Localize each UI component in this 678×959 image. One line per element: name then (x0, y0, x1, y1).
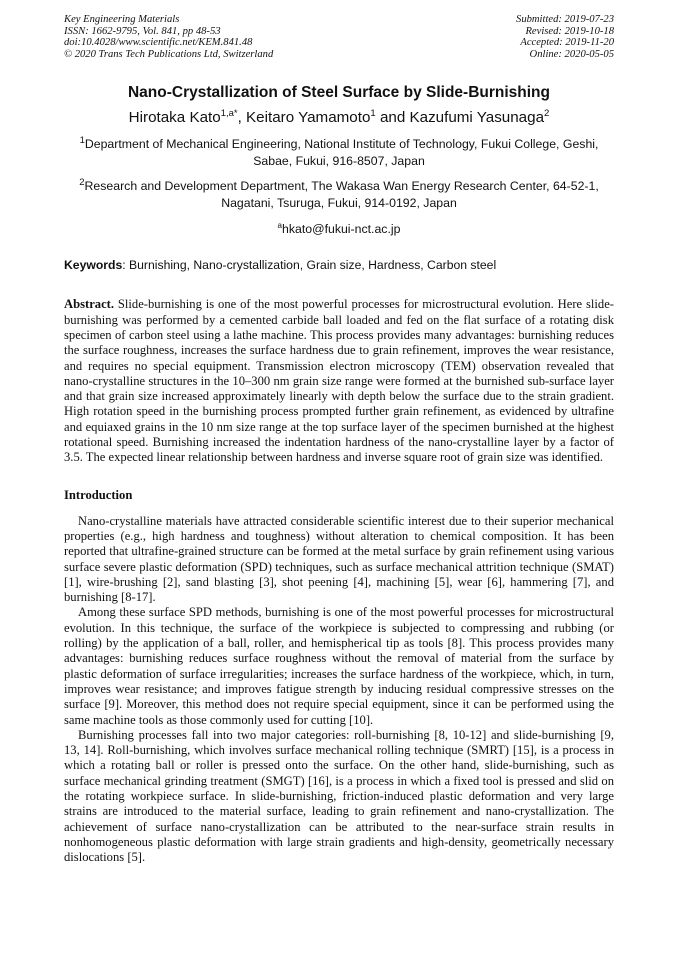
abstract-text: Slide-burnishing is one of the most powerful processes for microstructural evolution. Here slide-burnishing was performed by a cemented carbide ball loaded and fed on the flat surface of a rotating disk specimen of carbon steel using a lathe machine. This process provides many advantages: burnishing reduces the surface roughness, increases the surface hardness due to grain refinement, improves the wear resistance, and requires no special equipment. Transmission electron microscopy (TEM) observation revealed that nano-crystalline structures in the 10–300 nm grain size range were formed at the burnished sub-surface layer and that grain size increased approximately linearly with depth below the surface due to the strain gradient. High rotation speed in the burnishing process prompted further grain refinement, as evidenced by ultrafine and equiaxed grains in the 10 nm size range at the top surface layer of the specimen burnished at the highest rotational speed. Burnishing increased the indentation hardness of the nano-crystalline layer by a factor of 3.5. The expected linear relationship between hardness and inverse square root of grain size was identified. (64, 297, 614, 465)
affiliation-text: Department of Mechanical Engineering, National Institute of Technology, Fukui College, Geshi, Sabae, Fukui, 916-8507, Japan (84, 137, 599, 169)
author-name: and Kazufumi Yasunaga (375, 109, 545, 127)
email-address: hkato@fukui-nct.ac.jp (282, 222, 401, 237)
paper-page (64, 14, 614, 865)
author-name: , Keitaro Yamamoto (237, 109, 371, 127)
date-submitted: Submitted: 2019-07-23 (516, 14, 614, 25)
paragraph: Burnishing processes fall into two major categories: roll-burnishing [8, 10-12] and slide-burnishing [9, 13, 14]. Roll-burnishing, which involves surface mechanical rolling technique (SMRT) [15], is a process in which a rotating ball or roller is pressed onto the surface. On the other hand, slide-burnishing, such as surface mechanical grinding treatment (SMGT) [16], is a process in which a fixed tool is pressed and slid on the rotating workpiece surface. In slide-burnishing, friction-induced plastic deformation and very large strains are introduced to the material surface, leading to grain refinement and nano-crystallization. The achievement of surface nano-crystallization can be attributed to the near-surface strain results in nonhomogeneous plastic deformation with large strain gradients and high-density, geometrically necessary dislocations [5]. (64, 727, 614, 865)
affiliation-marker: 1 (79, 135, 85, 147)
author-list (64, 108, 614, 127)
publication-dates (516, 14, 614, 60)
introduction-body (64, 514, 614, 866)
keywords-label: Keywords (64, 258, 123, 273)
author-name: Hirotaka Kato (128, 109, 221, 127)
corresponding-email (64, 221, 614, 238)
journal-issn: ISSN: 1662-9795, Vol. 841, pp 48-53 (64, 25, 221, 37)
author-superscript: 1,a* (220, 108, 238, 120)
section-heading-introduction: Introduction (64, 487, 133, 502)
journal-info (64, 14, 273, 60)
paragraph: Nano-crystalline materials have attracted considerable scientific interest due to their superior mechanical properties (e.g., high hardness and toughness) without alteration to chemical composition. It has been reported that ultrafine-grained structure can be formed at the metal surface by grain refinement using various surface severe plastic deformation (SPD) techniques, such as surface mechanical attrition technique (SMAT) [1], wire-brushing [2], sand blasting [3], shot peening [4], machining [5], wear [6], hammering [7], and burnishing [8-17]. (64, 513, 614, 605)
author-superscript: 2 (544, 108, 550, 120)
journal-copyright: © 2020 Trans Tech Publications Ltd, Switzerland (64, 48, 274, 60)
keywords (64, 257, 614, 273)
abstract (64, 297, 614, 465)
affiliation-1 (64, 136, 614, 170)
keywords-text: : Burnishing, Nano-crystallization, Grain size, Hardness, Carbon steel (122, 258, 497, 273)
paper-title: Nano-Crystallization of Steel Surface by Slide-Burnishing (127, 84, 550, 102)
date-accepted: Accepted: 2019-11-20 (520, 37, 614, 49)
author-superscript: 1 (370, 108, 376, 120)
journal-header (64, 14, 614, 60)
affiliation-text: Research and Development Department, The Wakasa Wan Energy Research Center, 64-52-1, Nagatani, Tsuruga, Fukui, 914-0192, Japan (84, 179, 599, 211)
journal-name: Key Engineering Materials (64, 14, 180, 25)
email-marker: a (277, 221, 282, 231)
abstract-label: Abstract. (64, 297, 115, 312)
affiliation-marker: 2 (79, 177, 85, 189)
date-revised: Revised: 2019-10-18 (525, 25, 614, 37)
affiliation-2 (64, 178, 614, 212)
date-online: Online: 2020-05-05 (529, 48, 614, 60)
journal-doi: doi:10.4028/www.scientific.net/KEM.841.48 (64, 37, 253, 49)
paragraph: Among these surface SPD methods, burnishing is one of the most powerful processes for microstructural evolution. In this technique, the surface of the workpiece is subjected to compressing and rubbing (or rolling) by the application of a ball, roller, and hemispherical tip as tools [8]. This process provides many advantages: burnishing reduces surface roughness without the removal of material from the surface by plastic deformation of surface irregularities; increases the surface hardness of the workpiece, which, in turn, improves wear resistance; and improves fatigue strength by inducing residual compressive stresses on the surface [9]. Moreover, this method does not require special equipment, since it can be performed using the same machine tools as those commonly used for cutting [10]. (64, 605, 614, 727)
